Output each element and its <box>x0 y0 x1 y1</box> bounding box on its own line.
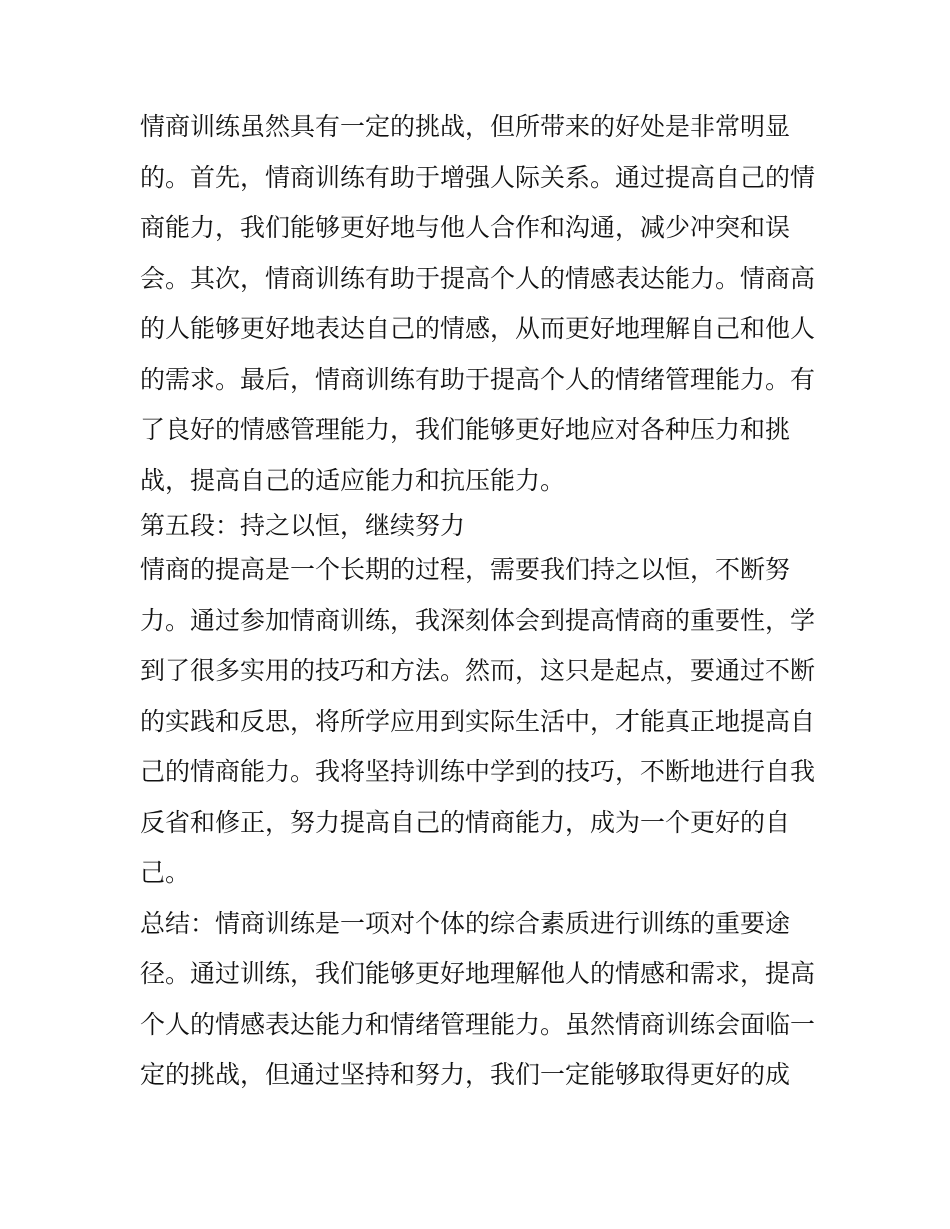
text-line: 商能力，我们能够更好地与他人合作和沟通，减少冲突和误 <box>140 213 791 242</box>
text-line: 到了很多实用的技巧和方法。然而，这只是起点，要通过不断 <box>140 656 816 685</box>
text-line: 己的情商能力。我将坚持训练中学到的技巧，不断地进行自我 <box>140 757 816 786</box>
text-line: 径。通过训练，我们能够更好地理解他人的情感和需求，提高 <box>140 959 816 988</box>
text-line: 情商的提高是一个长期的过程，需要我们持之以恒，不断努 <box>140 555 791 584</box>
text-line: 的需求。最后，情商训练有助于提高个人的情绪管理能力。有 <box>140 364 816 394</box>
paragraph-summary <box>140 899 820 1101</box>
text-line: 力。通过参加情商训练，我深刻体会到提高情商的重要性，学 <box>140 605 816 635</box>
text-line: 的人能够更好地表达自己的情感，从而更好地理解自己和他人 <box>140 314 816 343</box>
paragraph-section5 <box>140 545 820 899</box>
text-line: 的实践和反思，将所学应用到实际生活中，才能真正地提高自 <box>140 706 816 736</box>
text-line: 的。首先，情商训练有助于增强人际关系。通过提高自己的情 <box>140 162 816 192</box>
text-line: 战，提高自己的适应能力和抗压能力。 <box>140 465 566 495</box>
text-line: 情商训练虽然具有一定的挑战，但所带来的好处是非常明显 <box>140 112 791 141</box>
text-line: 个人的情感表达能力和情绪管理能力。虽然情商训练会面临一 <box>140 1009 816 1039</box>
text-line: 会。其次，情商训练有助于提高个人的情感表达能力。情商高 <box>140 263 816 293</box>
text-line: 了良好的情感管理能力，我们能够更好地应对各种压力和挑 <box>140 415 791 444</box>
text-line: 反省和修正，努力提高自己的情商能力，成为一个更好的自 <box>140 807 791 837</box>
text-line: 己。 <box>140 858 191 887</box>
paragraph-benefits <box>140 102 820 506</box>
text-line: 定的挑战，但通过坚持和努力，我们一定能够取得更好的成 <box>140 1060 791 1089</box>
text-line: 总结：情商训练是一项对个体的综合素质进行训练的重要途 <box>140 908 791 938</box>
section-heading: 第五段：持之以恒，继续努力 <box>140 511 466 540</box>
document-body <box>140 102 820 1101</box>
